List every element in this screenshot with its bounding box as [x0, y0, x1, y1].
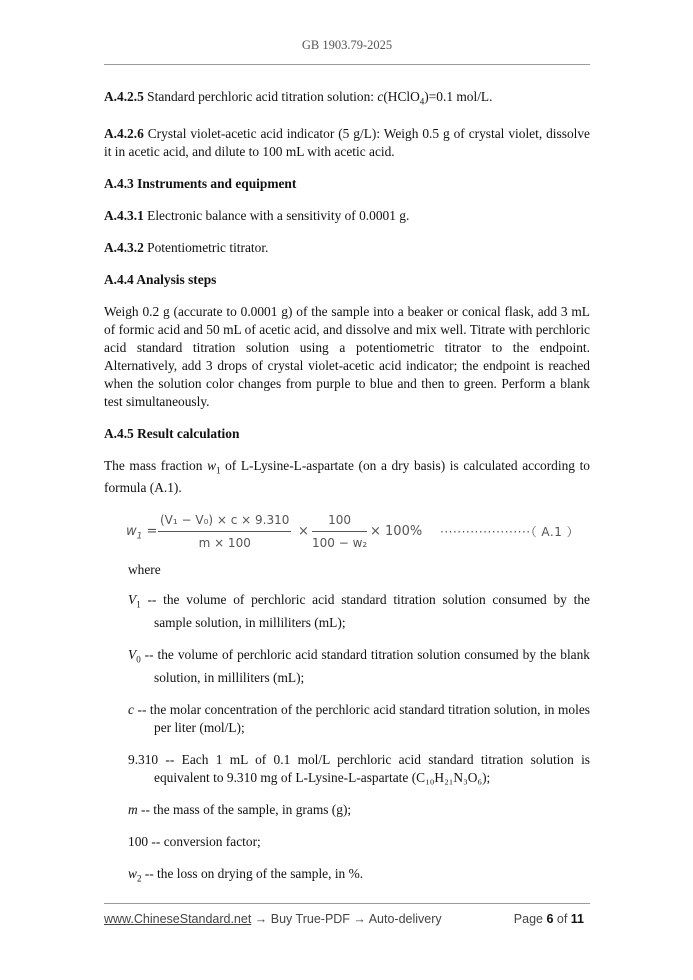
formula-fraction-2 — [312, 511, 367, 552]
where-label: where — [128, 562, 161, 578]
page-content — [104, 88, 590, 901]
clause-a431: A.4.3.1 Electronic balance with a sensitivity of 0.0001 g. — [104, 207, 410, 223]
definition-v0: $V_0$ -- the volume of perchloric acid standard titration solution consumed by the blank solution, in milliliters (mL); — [128, 647, 590, 685]
page-number: Page 6 of 11 — [513, 912, 584, 926]
fraction-denominator: 100 − w₂ — [312, 536, 368, 551]
clause-a426: A.4.2.6 Crystal violet-acetic acid indicator (5 g/L): Weigh 0.5 g of crystal violet, dissolve it in acetic acid, and dilute to 100 mL with acetic acid. — [104, 125, 590, 159]
fraction-numerator: (V₁ − V₀) × c × 9.310 — [158, 511, 291, 532]
clause-number: A.4.2.5 — [104, 89, 144, 104]
heading-a45: A.4.5 Result calculation — [104, 425, 240, 441]
formula-number: ·····················（ A.1 ） — [440, 525, 580, 540]
clause-a432: A.4.3.2 Potentiometric titrator. — [104, 239, 269, 255]
definition-100: 100 -- conversion factor; — [128, 833, 261, 849]
formula-times: × — [298, 524, 309, 540]
clause-number: A.4.2.6 — [104, 125, 144, 141]
clause-number: A.4.3.2 — [104, 239, 144, 255]
definition-v1: $V_1$ -- the volume of perchloric acid standard titration solution consumed by the sample solution, in milliliters (mL); — [128, 592, 590, 631]
formula-percent: × 100% — [370, 524, 423, 540]
fraction-denominator: m × 100 — [198, 536, 251, 551]
fraction-numerator: 100 — [312, 511, 367, 532]
definition-list — [104, 591, 590, 887]
formula-fraction-1 — [158, 511, 291, 552]
header-divider — [104, 64, 590, 65]
heading-a43: A.4.3 Instruments and equipment — [104, 175, 297, 191]
analysis-steps-body: Weigh 0.2 g (accurate to 0.0001 g) of the sample into a beaker or conical flask, add 3 mL of formic acid and 50 mL of acetic acid, and dissolve and mix well. Titrate with perchloric acid standard titration solution using a potentiometric titrator to the endpoint. Alternatively, add 3 drops of crystal violet-acetic acid indicator; the endpoint is reached when the solution color changes from purple to blue and then to green. Perform a blank test simultaneously. — [104, 303, 590, 409]
heading-a44: A.4.4 Analysis steps — [104, 271, 217, 287]
result-calculation-body: The mass fraction $w_1$ of L-Lysine-L-aspartate (on a dry basis) is calculated according to formula (A.1). — [104, 457, 591, 496]
definition-w2: $w_2$ -- the loss on drying of the sample, in %. — [128, 865, 364, 884]
clause-number: A.4.3.1 — [104, 207, 144, 223]
definition-c: c -- the molar concentration of the perchloric acid standard titration solution, in moles per liter (mol/L); — [128, 701, 590, 735]
footer-divider — [104, 903, 590, 904]
footer-promo-text: → Buy True-PDF → Auto-delivery — [251, 912, 442, 926]
header-standard-number: GB 1903.79-2025 — [301, 38, 393, 52]
formula-a1 — [104, 509, 590, 555]
page-footer — [104, 912, 590, 926]
definition-m: m -- the mass of the sample, in grams (g); — [128, 801, 352, 817]
clause-a425: A.4.2.5 Standard perchloric acid titration solution: c(HClO$_4$)=0.1 mol/L. — [104, 89, 493, 107]
definition-9310: 9.310 -- Each 1 mL of 0.1 mol/L perchloric acid standard titration solution is equivalent to 9.310 mg of L-Lysine-L-aspartate (C₁₀H₂₁N₃O₆); — [128, 751, 590, 785]
formula-lhs: $w_1$ = — [126, 524, 158, 542]
chinesestandard-link[interactable]: www.ChineseStandard.net — [104, 912, 252, 926]
